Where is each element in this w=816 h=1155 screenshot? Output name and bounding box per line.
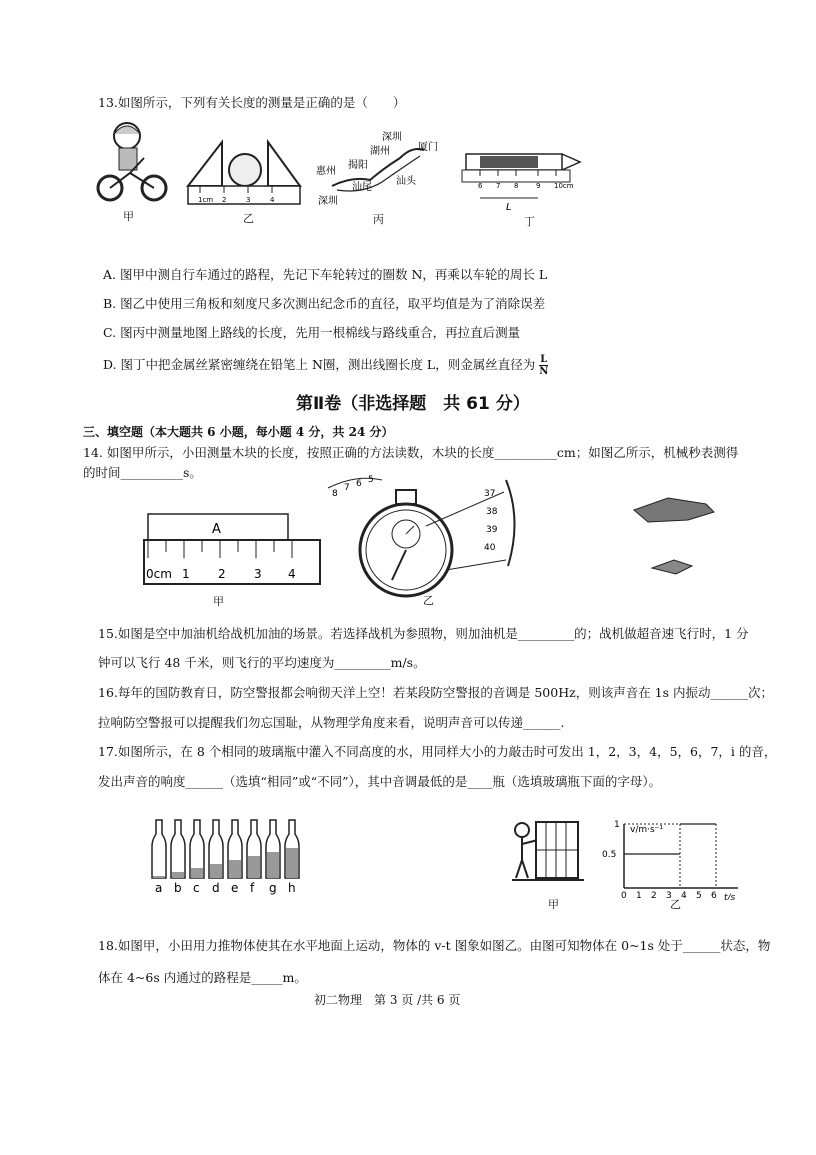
bottle-water bbox=[286, 848, 298, 878]
bottle-label: d bbox=[212, 881, 220, 895]
map-label: 厦门 bbox=[418, 142, 438, 153]
bottle-water bbox=[267, 852, 279, 878]
map-label: 湖州 bbox=[370, 146, 390, 157]
ruler-label: 2 bbox=[218, 567, 226, 581]
ruler-label: 3 bbox=[254, 567, 262, 581]
fraction-numerator: L bbox=[540, 354, 548, 365]
q18-caption-yi: 乙 bbox=[670, 898, 681, 911]
x-tick-label: 5 bbox=[696, 891, 702, 900]
ruler-label: 1cm bbox=[198, 196, 214, 204]
q13-caption-yi: 乙 bbox=[243, 212, 254, 225]
coil-ruler-label: 10cm bbox=[554, 182, 574, 190]
dial-big-label: 37 bbox=[484, 489, 496, 499]
coil-ruler-label: 7 bbox=[496, 182, 501, 190]
q13-caption-ding: 丁 bbox=[524, 215, 535, 228]
ruler-label: 4 bbox=[270, 196, 275, 204]
q13-caption-jia: 甲 bbox=[123, 210, 134, 223]
stopwatch-figure bbox=[326, 470, 526, 600]
x-axis-label: t/s bbox=[724, 893, 736, 900]
q18-line1: 18.如图甲，小田用力推物体使其在水平地面上运动，物体的 v-t 图象如图乙。由图可知物体在 0~1s 处于______状态，物 bbox=[98, 938, 771, 953]
q13-caption-bing: 丙 bbox=[373, 213, 384, 226]
q17-line1: 17.如图所示，在 8 个相同的玻璃瓶中灌入不同高度的水，用同样大小的力敲击时可发出 1，2，3，4，5，6，7，i 的音， bbox=[98, 744, 777, 759]
bottle-water bbox=[153, 876, 165, 878]
q16-line2: 拉响防空警报可以提醒我们勿忘国耻，从物理学角度来看，说明声音可以传递______. bbox=[98, 715, 565, 730]
bottle-label: f bbox=[250, 881, 255, 895]
y-tick-label: 0.5 bbox=[602, 850, 617, 860]
bottle-water bbox=[210, 864, 222, 878]
vt-graph bbox=[600, 820, 750, 900]
x-tick-label: 0 bbox=[621, 891, 627, 900]
bottle bbox=[171, 820, 185, 878]
map-figure bbox=[312, 128, 442, 210]
coil-ruler-label: 6 bbox=[478, 182, 483, 190]
q13-stem: 13.如图所示，下列有关长度的测量是正确的是（ ） bbox=[98, 95, 406, 110]
map-label: 揭阳 bbox=[348, 160, 368, 171]
bottle-label: c bbox=[193, 881, 200, 895]
map-label: 深圳 bbox=[318, 196, 338, 207]
q13-option-d-text: D. 图丁中把金属丝紧密缠绕在铅笔上 N圈，测出线圈长度 L，则金属丝直径为 bbox=[103, 357, 536, 372]
dial-small-label: 8 bbox=[332, 489, 338, 499]
bottle-water bbox=[172, 872, 184, 878]
map-label: 汕尾 bbox=[352, 182, 372, 193]
bottles-figure bbox=[148, 816, 308, 896]
q14-line2: 的时间__________s。 bbox=[83, 465, 202, 480]
q13-option-b: B. 图乙中使用三角板和刻度尺多次测出纪念币的直径，取平均值是为了消除误差 bbox=[103, 296, 546, 311]
y-axis-label: v/m·s⁻¹ bbox=[630, 825, 664, 835]
q18-caption-jia: 甲 bbox=[548, 898, 559, 911]
x-tick-label: 2 bbox=[651, 891, 657, 900]
ruler-label: 3 bbox=[246, 196, 251, 204]
ruler-block-figure bbox=[142, 512, 324, 592]
q13-option-a: A. 图甲中测自行车通过的路程，先记下车轮转过的圈数 N，再乘以车轮的周长 L bbox=[103, 267, 548, 282]
q14-line1: 14. 如图甲所示，小田测量木块的长度，按照正确的方法读数，木块的长度__________cm；如图乙所示，机械秒表测得 bbox=[83, 445, 739, 460]
dial-small-label: 5 bbox=[368, 475, 374, 485]
map-label: 惠州 bbox=[316, 166, 336, 177]
aircraft-refuel-figure bbox=[628, 490, 718, 586]
bottle-water bbox=[248, 856, 260, 878]
map-label: 深圳 bbox=[382, 132, 402, 143]
q14-caption-yi: 乙 bbox=[423, 594, 434, 607]
section-3-title: 三、填空题（本大题共 6 小题，每小题 4 分，共 24 分） bbox=[83, 425, 394, 439]
coil-figure bbox=[458, 148, 586, 214]
map-label: 汕头 bbox=[396, 176, 416, 187]
section-2-title: 第Ⅱ卷（非选择题 共 61 分） bbox=[296, 394, 530, 414]
bottle-label: e bbox=[231, 881, 239, 895]
dial-big-label: 38 bbox=[486, 507, 498, 517]
coil-ruler-label: 8 bbox=[514, 182, 519, 190]
ruler-label: 2 bbox=[222, 196, 227, 204]
fraction-l-over-n bbox=[539, 354, 548, 377]
y-tick-label: 1 bbox=[614, 820, 620, 830]
bottle-label: a bbox=[155, 881, 163, 895]
x-tick-label: 6 bbox=[711, 891, 717, 900]
pushing-crate-figure bbox=[512, 816, 584, 886]
dial-small-label: 6 bbox=[356, 479, 362, 489]
bottle-water bbox=[229, 860, 241, 878]
bicycle-figure bbox=[92, 118, 182, 216]
bottle-label: h bbox=[288, 881, 296, 895]
bottle-label: g bbox=[269, 881, 277, 895]
page-footer: 初二物理 第 3 页 /共 6 页 bbox=[314, 993, 461, 1007]
q18-line2: 体在 4~6s 内通过的路程是_____m。 bbox=[98, 970, 307, 985]
bottle bbox=[152, 820, 166, 878]
q16-line1: 16.每年的国防教育日，防空警报都会响彻天洋上空！若某段防空警报的音调是 500Hz，则该声音在 1s 内振动______次； bbox=[98, 685, 774, 700]
x-tick-label: 1 bbox=[636, 891, 642, 900]
bottle-water bbox=[191, 868, 203, 878]
fraction-denominator: N bbox=[539, 366, 549, 377]
x-tick-label: 4 bbox=[681, 891, 687, 900]
ruler-label: 4 bbox=[288, 567, 296, 581]
q13-option-c: C. 图丙中测量地图上路线的长度，先用一根棉线与路线重合，再拉直后测量 bbox=[103, 325, 521, 340]
bottle-label: b bbox=[174, 881, 182, 895]
coil-ruler-label: 9 bbox=[536, 182, 541, 190]
q14-caption-jia: 甲 bbox=[213, 595, 224, 608]
q13-option-d bbox=[103, 354, 548, 377]
ruler-label: 0cm bbox=[146, 567, 172, 581]
q15-line1: 15.如图是空中加油机给战机加油的场景。若选择战机为参照物，则加油机是_________的；战机做超音速飞行时，1 分 bbox=[98, 626, 749, 641]
dial-small-label: 7 bbox=[344, 483, 350, 493]
coil-length-label: L bbox=[506, 202, 512, 213]
dial-big-label: 39 bbox=[486, 525, 498, 535]
q15-line2: 钟可以飞行 48 千米，则飞行的平均速度为_________m/s。 bbox=[98, 655, 426, 670]
q17-line2: 发出声音的响度______（选填“相同”或“不同”），其中音调最低的是____瓶（选填玻璃瓶下面的字母）。 bbox=[98, 774, 662, 789]
coin-ruler-figure bbox=[186, 130, 304, 212]
dial-big-label: 40 bbox=[484, 543, 496, 553]
block-label: A bbox=[212, 522, 221, 537]
ruler-label: 1 bbox=[182, 567, 190, 581]
x-tick-label: 3 bbox=[666, 891, 672, 900]
